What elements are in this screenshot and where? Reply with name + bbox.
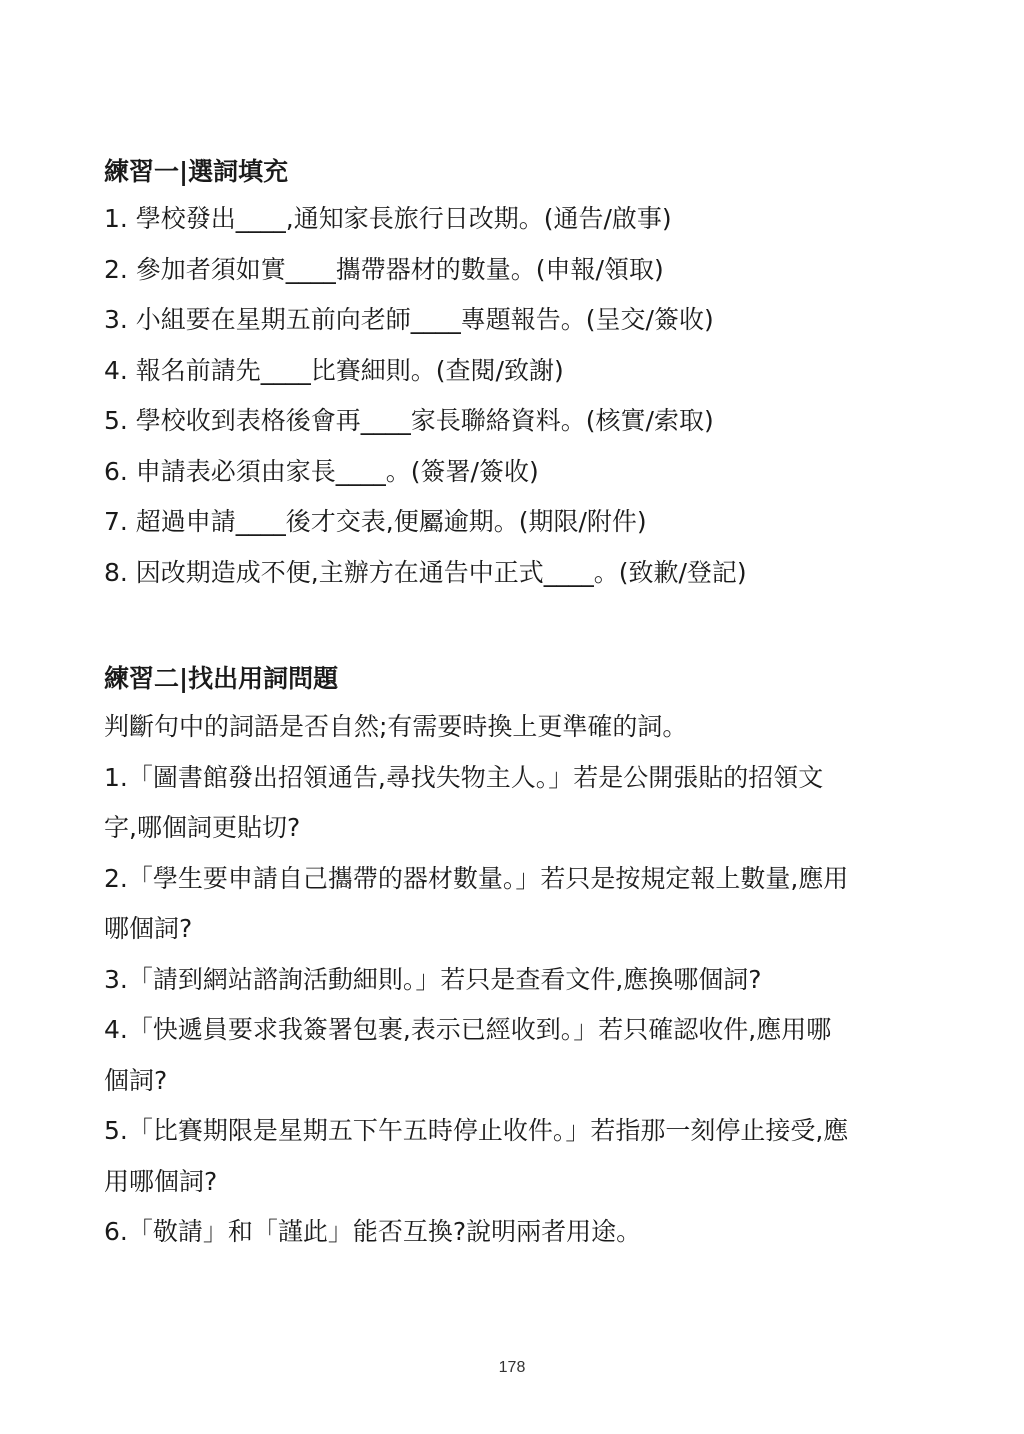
document-page: [104, 152, 924, 1258]
exercise-two-line-7: 個詞?: [104, 1065, 168, 1095]
exercise-two-section: [104, 659, 924, 1258]
exercise-one-item-4: 4. 報名前請先____比賽細則。(查閱/致謝): [104, 355, 564, 385]
page-number: 178: [498, 1359, 526, 1376]
exercise-two-line-2: 字,哪個詞更貼切?: [104, 813, 301, 842]
exercise-one-item-8: 8. 因改期造成不便,主辦方在通告中正式____。(致歉/登記): [104, 557, 747, 587]
exercise-one-item-1: 1. 學校發出____,通知家長旅行日改期。(通告/啟事): [104, 204, 672, 233]
exercise-one-item-7: 7. 超過申請____後才交表,便屬逾期。(期限/附件): [104, 507, 647, 536]
exercise-one-item-3: 3. 小組要在星期五前向老師____專題報告。(呈交/簽收): [104, 305, 714, 334]
exercise-one-item-2: 2. 參加者須如實____攜帶器材的數量。(申報/領取): [104, 254, 664, 284]
exercise-two-line-6: 4.「快遞員要求我簽署包裹,表示已經收到。」若只確認收件,應用哪: [104, 1015, 832, 1044]
exercise-one-item-6: 6. 申請表必須由家長____。(簽署/簽收): [104, 456, 539, 486]
exercise-two-line-1: 1.「圖書館發出招領通告,尋找失物主人。」若是公開張貼的招領文: [104, 762, 824, 792]
section-spacer: [104, 598, 924, 659]
exercise-two-line-10: 6.「敬請」和「謹此」能否互換?說明兩者用途。: [104, 1217, 642, 1246]
exercise-one-section: [104, 152, 924, 598]
exercise-two-line-4: 哪個詞?: [104, 914, 193, 943]
exercise-two-line-8: 5.「比賽期限是星期五下午五時停止收件。」若指那一刻停止接受,應: [104, 1116, 849, 1145]
exercise-two-title: 練習二|找出用詞問題: [104, 664, 339, 693]
exercise-two-line-3: 2.「學生要申請自己攜帶的器材數量。」若只是按規定報上數量,應用: [104, 863, 849, 893]
exercise-one-title: 練習一|選詞填充: [104, 157, 289, 186]
exercise-two-line-5: 3.「請到網站諮詢活動細則。」若只是查看文件,應換哪個詞?: [104, 964, 762, 994]
exercise-two-line-9: 用哪個詞?: [104, 1166, 218, 1196]
exercise-one-item-5: 5. 學校收到表格後會再____家長聯絡資料。(核實/索取): [104, 406, 714, 435]
exercise-two-instruction: 判斷句中的詞語是否自然;有需要時換上更準確的詞。: [104, 712, 688, 741]
